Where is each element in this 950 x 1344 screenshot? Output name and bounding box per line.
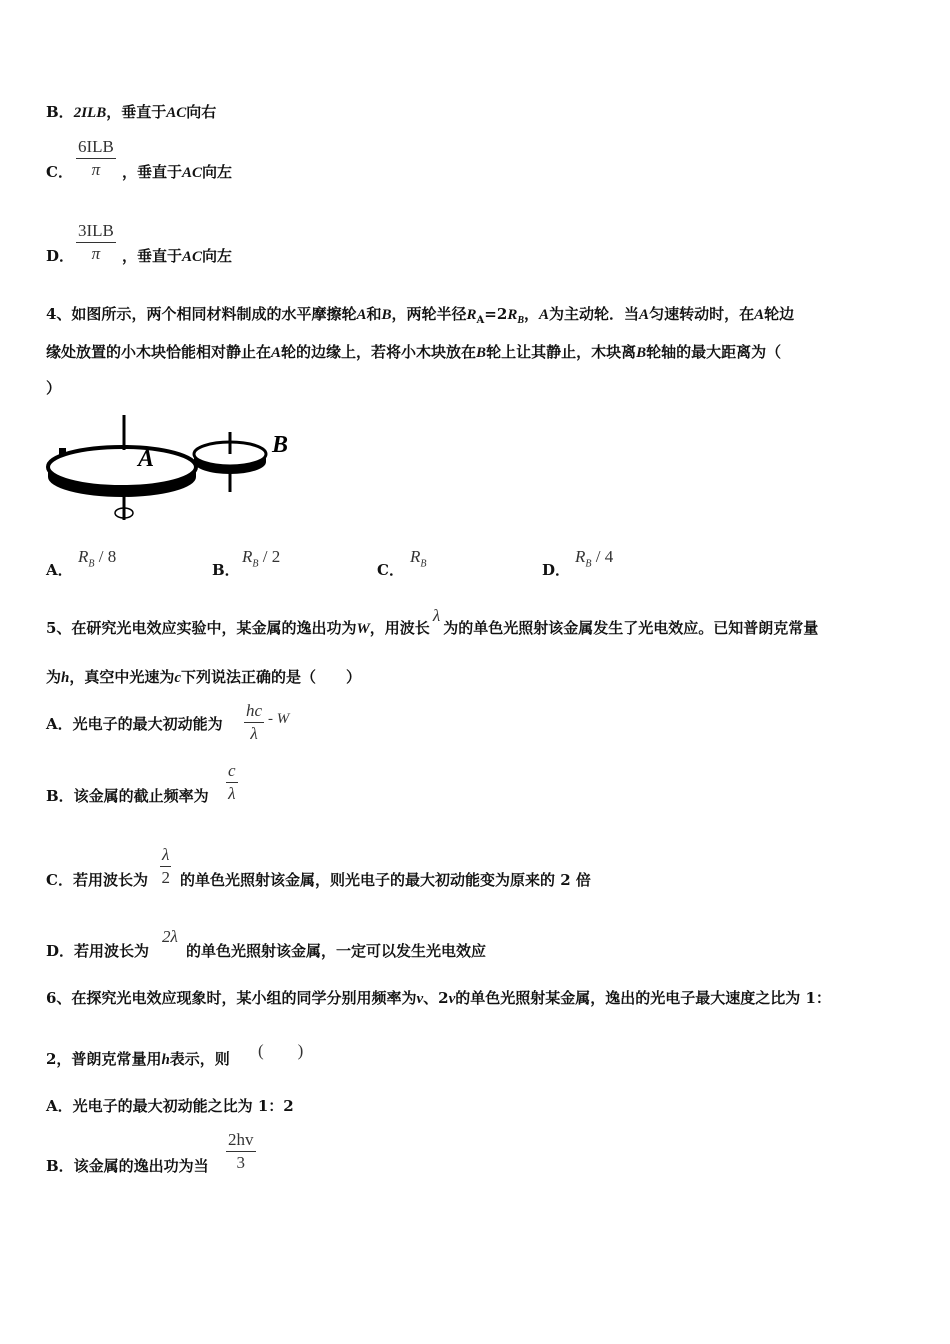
q5-option-b-fraction: $\frac{c}{\lambda}$ — [228, 761, 236, 803]
q5-option-a-tail: - W — [268, 711, 290, 727]
q3-option-d: D． — [46, 247, 75, 265]
q6-option-b-fraction: $\frac{2hv}{3}$ — [228, 1130, 254, 1172]
wheel-b-label: B — [272, 432, 289, 458]
wheel-b — [194, 432, 266, 492]
q4-stem-line2: 缘处放置的小木块恰能相对静止在A轮的边缘上，若将小木块放在B轮上让其静止，木块离B轮轴的最大距离为（ — [46, 343, 782, 361]
q5-option-b: B．该金属的截止频率为 — [46, 787, 209, 805]
q4-option-a-label: A． — [46, 561, 73, 579]
q5-stem-line2: 为h，真空中光速为c下列说法正确的是（ ） — [46, 668, 362, 686]
wheel-a-label: A — [138, 446, 155, 472]
q3-option-d-text: ，垂直于AC向左 — [122, 247, 233, 265]
q6-answer-paren: ( ) — [258, 1041, 304, 1060]
q5-option-a: A．光电子的最大初动能为 — [46, 715, 223, 733]
q5-option-a-fraction: $\frac{hc}{\lambda}$ — [246, 701, 263, 743]
q5-option-c-fraction: $\frac{\lambda}{2}$ — [161, 845, 170, 887]
q3-option-c-fraction: 6ILB π — [78, 137, 114, 179]
wheel-a — [48, 415, 196, 520]
q5-option-d: D．若用波长为 — [46, 942, 150, 960]
q3-option-c-text: ，垂直于AC向左 — [122, 163, 233, 181]
q5-option-d-math: 2λ — [162, 927, 178, 946]
q6-option-a: A．光电子的最大初动能之比为 1：2 — [46, 1097, 294, 1115]
q3-option-b: B．2ILB，垂直于AC向右 — [46, 103, 217, 121]
q4-option-d-value: $R_B / 4$ — [575, 547, 614, 570]
q4-option-b-value: $R_B / 2$ — [242, 547, 281, 570]
q3-option-d-fraction: 3ILB π — [78, 221, 114, 263]
q5-option-d-text: 的单色光照射该金属，一定可以发生光电效应 — [186, 942, 487, 960]
wood-block — [59, 448, 66, 455]
q4-option-c-value: $R_B$ — [410, 547, 427, 570]
q5-stem-line1: 5、在研究光电效应实验中，某金属的逸出功为W，用波长λ为的单色光照射该金属发生了光电效应。已知普朗克常量 — [46, 606, 819, 637]
q4-stem-line3: ） — [46, 379, 62, 397]
q3-option-c: C． — [46, 163, 73, 181]
q4-option-d-label: D． — [542, 561, 571, 579]
q4-stem-line1: 4、如图所示，两个相同材料制成的水平摩擦轮A和B，两轮半径$R_A=2R_B$，A为主动轮．当A匀速转动时，在A轮边 — [46, 305, 795, 326]
q4-option-c-label: C． — [377, 561, 404, 579]
q4-option-b-label: B． — [212, 561, 240, 579]
q5-option-c: C．若用波长为 — [46, 871, 148, 889]
q5-option-c-text: 的单色光照射该金属，则光电子的最大初动能变为原来的 2 倍 — [180, 871, 591, 889]
q6-stem-line2: 2，普朗克常量用h表示，则 — [46, 1050, 230, 1068]
q6-option-b: B．该金属的逸出功为当 — [46, 1157, 209, 1175]
q4-friction-wheels-figure — [44, 410, 304, 532]
q4-option-a-value: $R_B / 8$ — [78, 547, 117, 570]
q6-stem-line1: 6、在探究光电效应现象时，某小组的同学分别用频率为v、2v的单色光照射某金属，逸出的光电子最大速度之比为 1： — [46, 989, 831, 1007]
